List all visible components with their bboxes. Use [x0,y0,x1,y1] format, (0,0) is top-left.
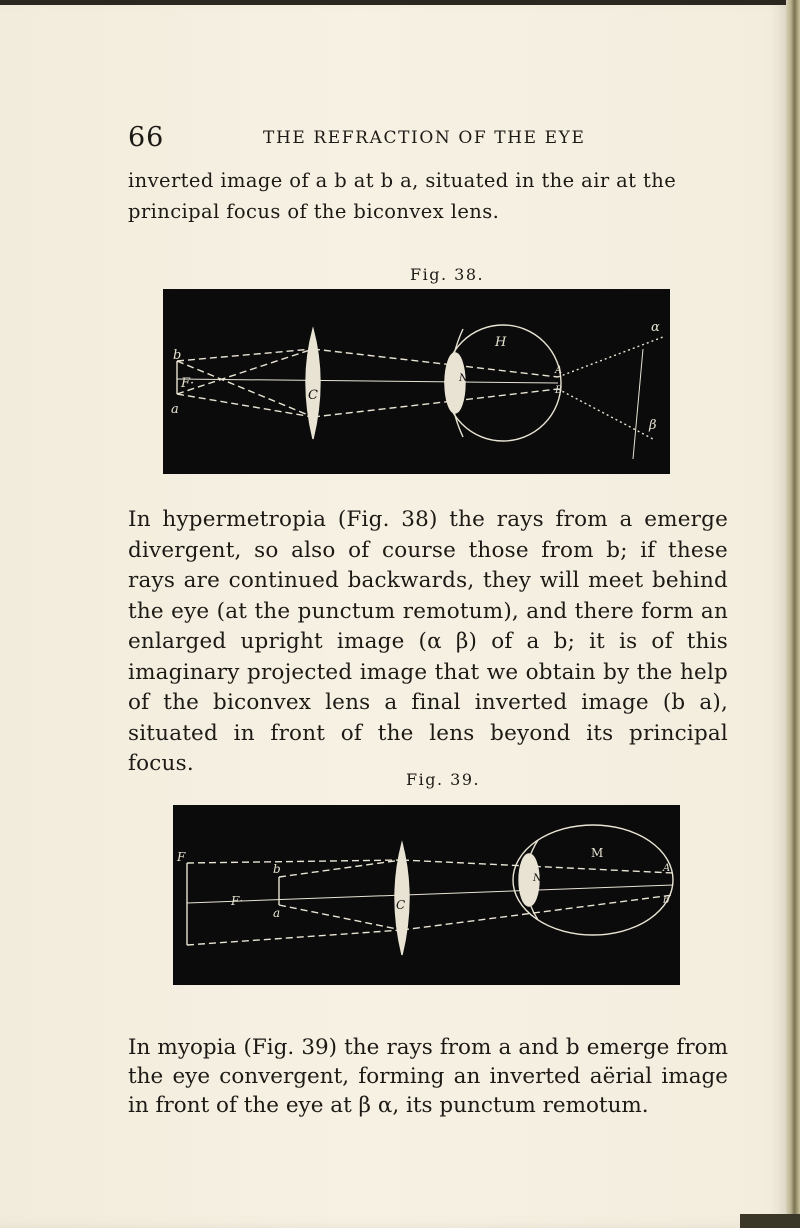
label-A: A [663,863,671,874]
label-A: A [555,365,563,376]
label-M: M [591,846,604,860]
label-B: b [663,895,670,906]
biconvex-lens-38 [306,329,320,439]
page-number: 66 [128,122,165,153]
label-alpha: α [651,320,660,335]
label-H: H [495,335,507,350]
page-bottom-corner [740,1214,800,1228]
paragraph-continuation [128,165,728,227]
label-B: B [555,385,563,396]
label-N: N [533,873,542,884]
label-C: C [396,898,406,912]
paragraph-line-1: inverted image of a b at b a, situated in the air at the [128,169,677,192]
label-F: F· [231,894,244,908]
page-header [128,122,748,156]
label-beta: β [649,418,657,433]
running-head: THE REFRACTION OF THE EYE [263,128,586,148]
figure-38-hypermetropia-diagram [163,289,670,474]
paragraph-hypermetropia: In hypermetropia (Fig. 38) the rays from a emerge divergent, so also of course those from b; if these rays are continued backwards, they will meet behind the eye (at the punctum remotum), and there form an enlarged upright image (α β) of a b; it is of this imaginary projected image that we obtain by the help of the biconvex lens a final inverted image (b a), situated in front of the lens beyond its principal focus. [128,507,728,776]
label-b: b [273,862,281,876]
label-F: F· [181,376,195,391]
label-N: N [459,373,468,384]
paragraph-myopia: In myopia (Fig. 39) the rays from a and b emerge from the eye convergent, forming an inverted aërial image in front of the eye at β α, its punctum remotum. [128,1035,728,1118]
paragraph-line-2: principal focus of the biconvex lens. [128,200,500,223]
label-F-outer: F [177,850,186,864]
label-b: b [173,348,182,363]
page-top-edge [0,0,800,5]
figure-39-caption: Fig. 39. [406,770,481,789]
figure-39-myopia-diagram [173,805,680,985]
label-a: a [273,906,281,920]
label-a: a [171,402,179,417]
book-spine-edge [786,0,800,1228]
label-C: C [308,388,318,403]
figure-38-caption: Fig. 38. [410,265,485,284]
